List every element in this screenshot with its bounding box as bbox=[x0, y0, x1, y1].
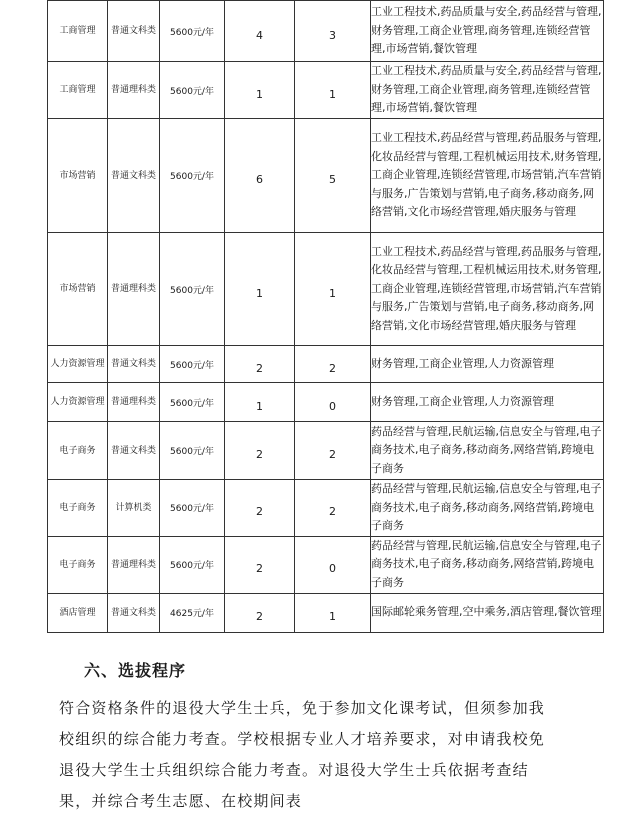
table-row bbox=[48, 422, 604, 480]
table-row bbox=[48, 1, 604, 62]
major-cell: 电子商务 bbox=[48, 480, 108, 537]
plan-count-value: 2 bbox=[256, 562, 263, 576]
major-cell: 工商管理 bbox=[48, 62, 108, 119]
major-cell: 市场营销 bbox=[48, 119, 108, 233]
section-heading: 六、选拔程序 bbox=[84, 661, 187, 680]
plan-count-value: 1 bbox=[329, 610, 336, 624]
category-cell: 普通文科类 bbox=[108, 1, 160, 62]
eligible-majors-cell: 药品经营与管理,民航运输,信息安全与管理,电子商务技术,电子商务,移动商务,网络营销,跨境电子商务 bbox=[371, 536, 604, 593]
plan-count-value: 6 bbox=[256, 173, 263, 186]
tuition-cell: 5600元/年 bbox=[160, 422, 225, 480]
category-cell: 普通文科类 bbox=[108, 422, 160, 480]
plan-count-cell bbox=[295, 536, 371, 593]
eligible-majors-cell: 国际邮轮乘务管理,空中乘务,酒店管理,餐饮管理 bbox=[371, 593, 604, 632]
category-cell: 普通理科类 bbox=[108, 536, 160, 593]
tuition-cell: 5600元/年 bbox=[160, 346, 225, 383]
table-row bbox=[48, 480, 604, 537]
table-row bbox=[48, 119, 604, 233]
plan-count-cell bbox=[225, 1, 295, 62]
table-row bbox=[48, 593, 604, 632]
plan-count-value: 1 bbox=[329, 286, 336, 300]
plan-count-cell bbox=[295, 1, 371, 62]
tuition-cell: 5600元/年 bbox=[160, 480, 225, 537]
eligible-majors-cell: 工业工程技术,药品经营与管理,药品服务与管理,化妆品经营与管理,工程机械运用技术,财务管理,工商企业管理,连锁经营管理,市场营销,汽车营销与服务,广告策划与营销,电子商务,移动商务,网络营销,文化市场经营管理,婚庆服务与管理 bbox=[371, 119, 604, 233]
plan-count-value: 1 bbox=[256, 399, 263, 413]
plan-count-cell bbox=[225, 233, 295, 346]
tuition-cell: 5600元/年 bbox=[160, 233, 225, 346]
eligible-majors-cell: 工业工程技术,药品质量与安全,药品经营与管理,财务管理,工商企业管理,商务管理,连锁经营管理,市场营销,餐饮管理 bbox=[371, 1, 604, 62]
plan-count-cell bbox=[295, 233, 371, 346]
category-cell: 普通文科类 bbox=[108, 346, 160, 383]
plan-count-value: 4 bbox=[256, 28, 263, 42]
plan-count-cell bbox=[295, 346, 371, 383]
plan-count-cell bbox=[295, 480, 371, 537]
table-row bbox=[48, 536, 604, 593]
tuition-cell: 5600元/年 bbox=[160, 62, 225, 119]
major-cell: 市场营销 bbox=[48, 233, 108, 346]
major-cell: 电子商务 bbox=[48, 536, 108, 593]
plan-count-value: 2 bbox=[256, 361, 263, 375]
plan-count-value: 2 bbox=[256, 505, 263, 519]
table-row bbox=[48, 233, 604, 346]
plan-count-value: 2 bbox=[329, 448, 336, 461]
eligible-majors-cell: 工业工程技术,药品经营与管理,药品服务与管理,化妆品经营与管理,工程机械运用技术,财务管理,工商企业管理,连锁经营管理,市场营销,汽车营销与服务,广告策划与营销,电子商务,移动商务,网络营销,文化市场经营管理,婚庆服务与管理 bbox=[371, 233, 604, 346]
plan-count-cell bbox=[225, 62, 295, 119]
table-row bbox=[48, 383, 604, 422]
table-row bbox=[48, 62, 604, 119]
tuition-cell: 5600元/年 bbox=[160, 536, 225, 593]
plan-count-value: 2 bbox=[256, 448, 263, 461]
tuition-cell: 5600元/年 bbox=[160, 119, 225, 233]
plan-count-value: 1 bbox=[329, 87, 336, 101]
eligible-majors-cell: 药品经营与管理,民航运输,信息安全与管理,电子商务技术,电子商务,移动商务,网络营销,跨境电子商务 bbox=[371, 480, 604, 537]
eligible-majors-cell: 工业工程技术,药品质量与安全,药品经营与管理,财务管理,工商企业管理,商务管理,连锁经营管理,市场营销,餐饮管理 bbox=[371, 62, 604, 119]
category-cell: 普通文科类 bbox=[108, 119, 160, 233]
plan-count-value: 0 bbox=[329, 399, 336, 413]
plan-count-cell bbox=[295, 62, 371, 119]
category-cell: 普通理科类 bbox=[108, 233, 160, 346]
enrollment-plan-table bbox=[47, 0, 604, 633]
plan-count-cell bbox=[225, 346, 295, 383]
plan-count-cell bbox=[295, 119, 371, 233]
table-row bbox=[48, 346, 604, 383]
plan-count-cell bbox=[295, 593, 371, 632]
plan-count-value: 2 bbox=[329, 505, 336, 519]
category-cell: 普通理科类 bbox=[108, 62, 160, 119]
plan-count-cell bbox=[225, 480, 295, 537]
eligible-majors-cell: 财务管理,工商企业管理,人力资源管理 bbox=[371, 383, 604, 422]
plan-count-cell bbox=[225, 593, 295, 632]
plan-count-cell bbox=[295, 422, 371, 480]
tuition-cell: 4625元/年 bbox=[160, 593, 225, 632]
plan-count-value: 1 bbox=[256, 87, 263, 101]
plan-count-value: 2 bbox=[256, 610, 263, 624]
plan-count-cell bbox=[295, 383, 371, 422]
plan-count-cell bbox=[225, 422, 295, 480]
plan-count-value: 3 bbox=[329, 28, 336, 42]
category-cell: 普通文科类 bbox=[108, 593, 160, 632]
tuition-cell: 5600元/年 bbox=[160, 1, 225, 62]
category-cell: 普通理科类 bbox=[108, 383, 160, 422]
tuition-cell: 5600元/年 bbox=[160, 383, 225, 422]
plan-count-value: 1 bbox=[256, 286, 263, 300]
plan-count-cell bbox=[225, 383, 295, 422]
plan-count-cell bbox=[225, 536, 295, 593]
plan-count-value: 0 bbox=[329, 562, 336, 576]
plan-count-value: 2 bbox=[329, 361, 336, 375]
major-cell: 人力资源管理 bbox=[48, 346, 108, 383]
eligible-majors-cell: 药品经营与管理,民航运输,信息安全与管理,电子商务技术,电子商务,移动商务,网络营销,跨境电子商务 bbox=[371, 422, 604, 480]
category-cell: 计算机类 bbox=[108, 480, 160, 537]
section-paragraph: 符合资格条件的退役大学生士兵，免于参加文化课考试，但须参加我校组织的综合能力考查。学校根据专业人才培养要求，对申请我校免退役大学生士兵组织综合能力考查。对退役大学生士兵依据考查结果，并综合考生志愿、在校期间表 bbox=[59, 699, 546, 810]
major-cell: 人力资源管理 bbox=[48, 383, 108, 422]
plan-count-cell bbox=[225, 119, 295, 233]
major-cell: 酒店管理 bbox=[48, 593, 108, 632]
eligible-majors-cell: 财务管理,工商企业管理,人力资源管理 bbox=[371, 346, 604, 383]
major-cell: 电子商务 bbox=[48, 422, 108, 480]
major-cell: 工商管理 bbox=[48, 1, 108, 62]
plan-count-value: 5 bbox=[329, 173, 336, 186]
